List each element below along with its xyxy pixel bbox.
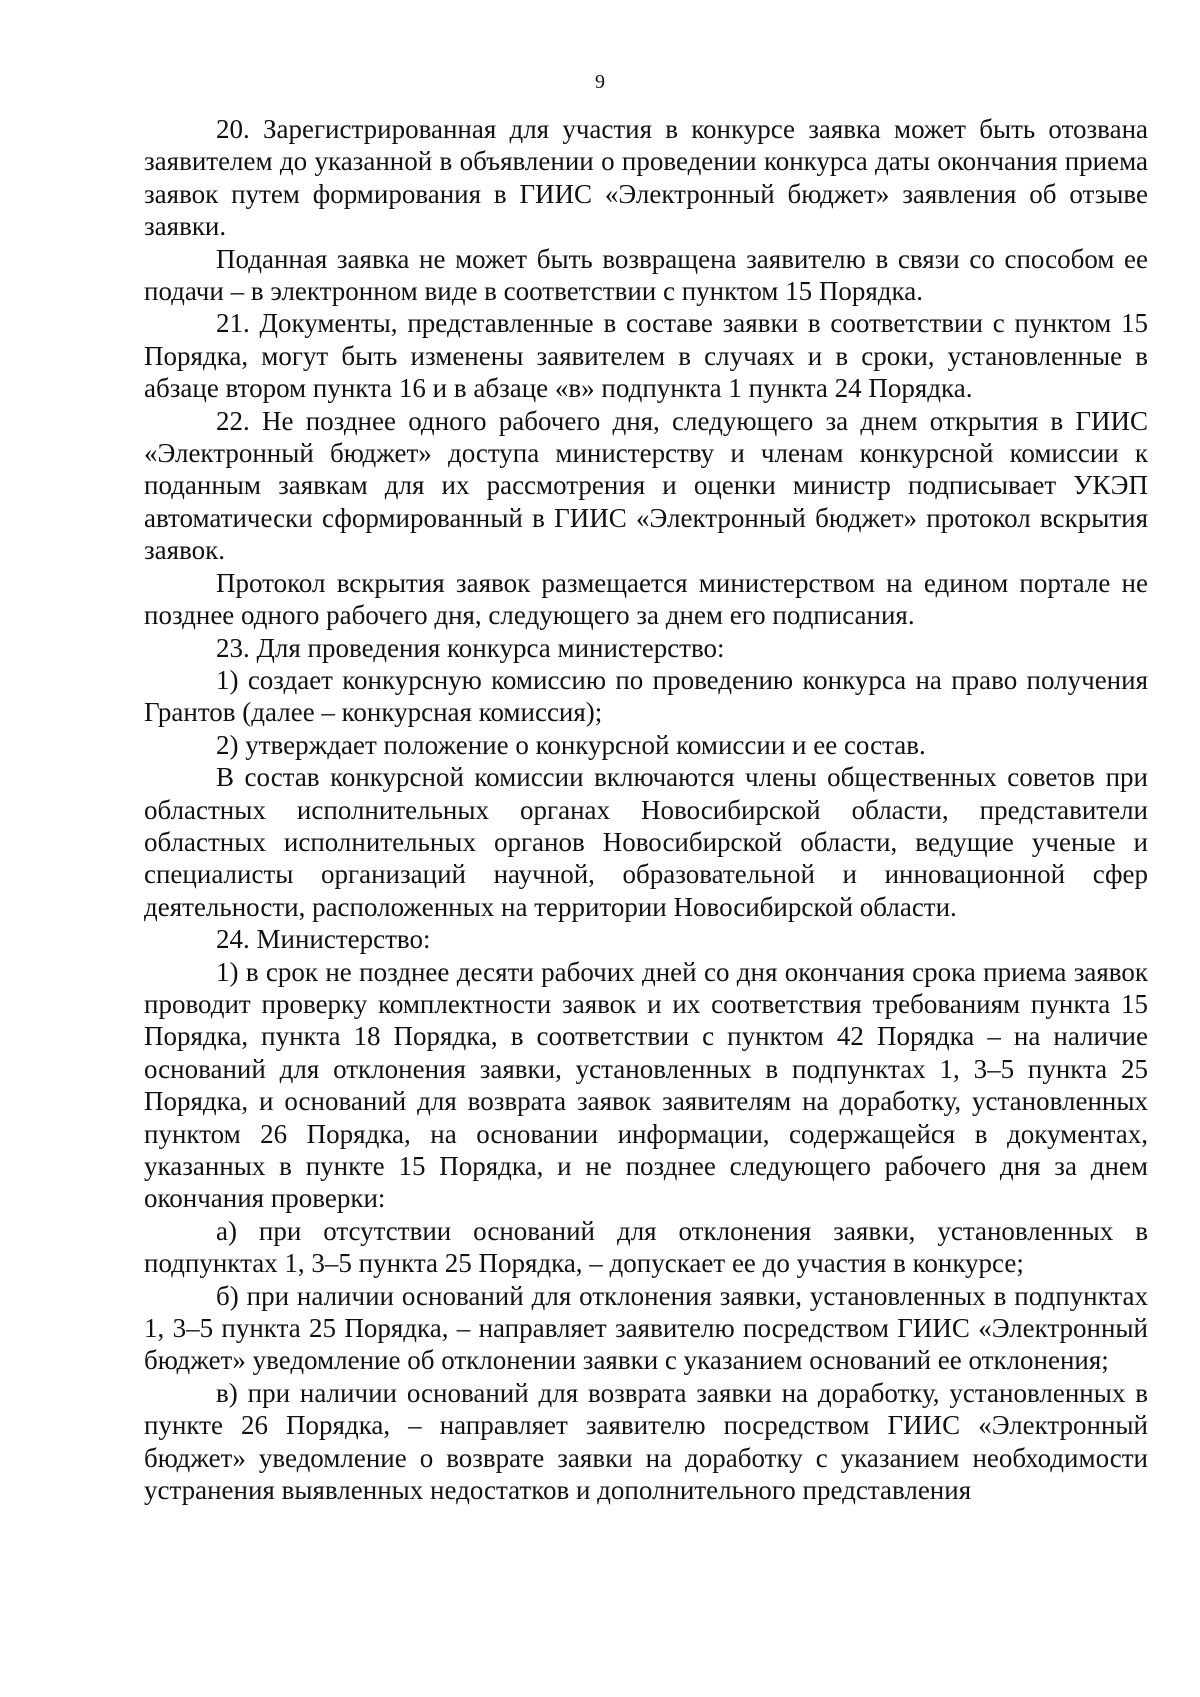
paragraph-22-2: Протокол вскрытия заявок размещается министерством на едином портале не позднее одного рабочего дня, следующего за днем его подписания. (144, 567, 1148, 631)
paragraph-24: 24. Министерство: (216, 924, 431, 955)
paragraph-22: 22. Не позднее одного рабочего дня, следующего за днем открытия в ГИИС «Электронный бюджет» доступа министерству и членам конкурсной комиссии к поданным заявкам для их рассмотрения и оценки министр подписывает УКЭП автоматически сформированный в ГИИС «Электронный бюджет» протокол вскрытия заявок. (144, 405, 1148, 566)
paragraph-24-item-1: 1) в срок не позднее десяти рабочих дней со дня окончания срока приема заявок проводит проверку комплектности заявок и их соответствия требованиям пункта 15 Порядка, пункта 18 Порядка, в соответствии с пунктом 42 Порядка – на наличие оснований для отклонения заявки, установленных в подпунктах 1, 3–5 пункта 25 Порядка, и оснований для возврата заявок заявителям на доработку, установленных пунктом 26 Порядка, на основании информации, содержащейся в документах, указанных в пункте 15 Порядка, и не позднее следующего рабочего дня за днем окончания проверки: (144, 956, 1148, 1214)
paragraph-21: 21. Документы, представленные в составе заявки в соответствии с пунктом 15 Порядка, могут быть изменены заявителем в случаях и в сроки, установленные в абзаце втором пункта 16 и в абзаце «в» подпункта 1 пункта 24 Порядка. (144, 308, 1148, 404)
paragraph-24-item-a: а) при отсутствии оснований для отклонения заявки, установленных в подпунктах 1, 3–5 пункта 25 Порядка, – допускает ее до участия в конкурсе; (144, 1215, 1148, 1279)
paragraph-24-item-b: б) при наличии оснований для отклонения заявки, установленных в подпунктах 1, 3–5 пункта 25 Порядка, – направляет заявителю посредством ГИИС «Электронный бюджет» уведомление об отклонении заявки с указанием оснований ее отклонения; (144, 1280, 1148, 1376)
paragraph-23: 23. Для проведения конкурса министерство: (216, 632, 725, 663)
page-number: 9 (595, 71, 605, 93)
paragraph-24-item-v: в) при наличии оснований для возврата заявки на доработку, установленных в пункте 26 Порядка, – направляет заявителю посредством ГИИС «Электронный бюджет» уведомление о возврате заявки на доработку с указанием необходимости устранения выявленных недостатков и дополнительного представления (144, 1377, 1148, 1506)
paragraph-23-item-2: 2) утверждает положение о конкурсной комиссии и ее состав. (216, 729, 926, 760)
paragraph-20-2: Поданная заявка не может быть возвращена заявителю в связи со способом ее подачи – в электронном виде в соответствии с пунктом 15 Порядка. (144, 243, 1148, 307)
paragraph-20: 20. Зарегистрированная для участия в конкурсе заявка может быть отозвана заявителем до указанной в объявлении о проведении конкурса даты окончания приема заявок путем формирования в ГИИС «Электронный бюджет» заявления об отзыве заявки. (144, 114, 1148, 242)
document-body (144, 113, 1148, 1506)
paragraph-23-item-1: 1) создает конкурсную комиссию по проведению конкурса на право получения Грантов (далее – конкурсная комиссия); (144, 664, 1148, 728)
paragraph-23-commission: В состав конкурсной комиссии включаются члены общественных советов при областных исполнительных органах Новосибирской области, представители областных исполнительных органов Новосибирской области, ведущие ученые и специалисты организаций научной, образовательной и инновационной сфер деятельности, расположенных на территории Новосибирской области. (144, 762, 1148, 922)
